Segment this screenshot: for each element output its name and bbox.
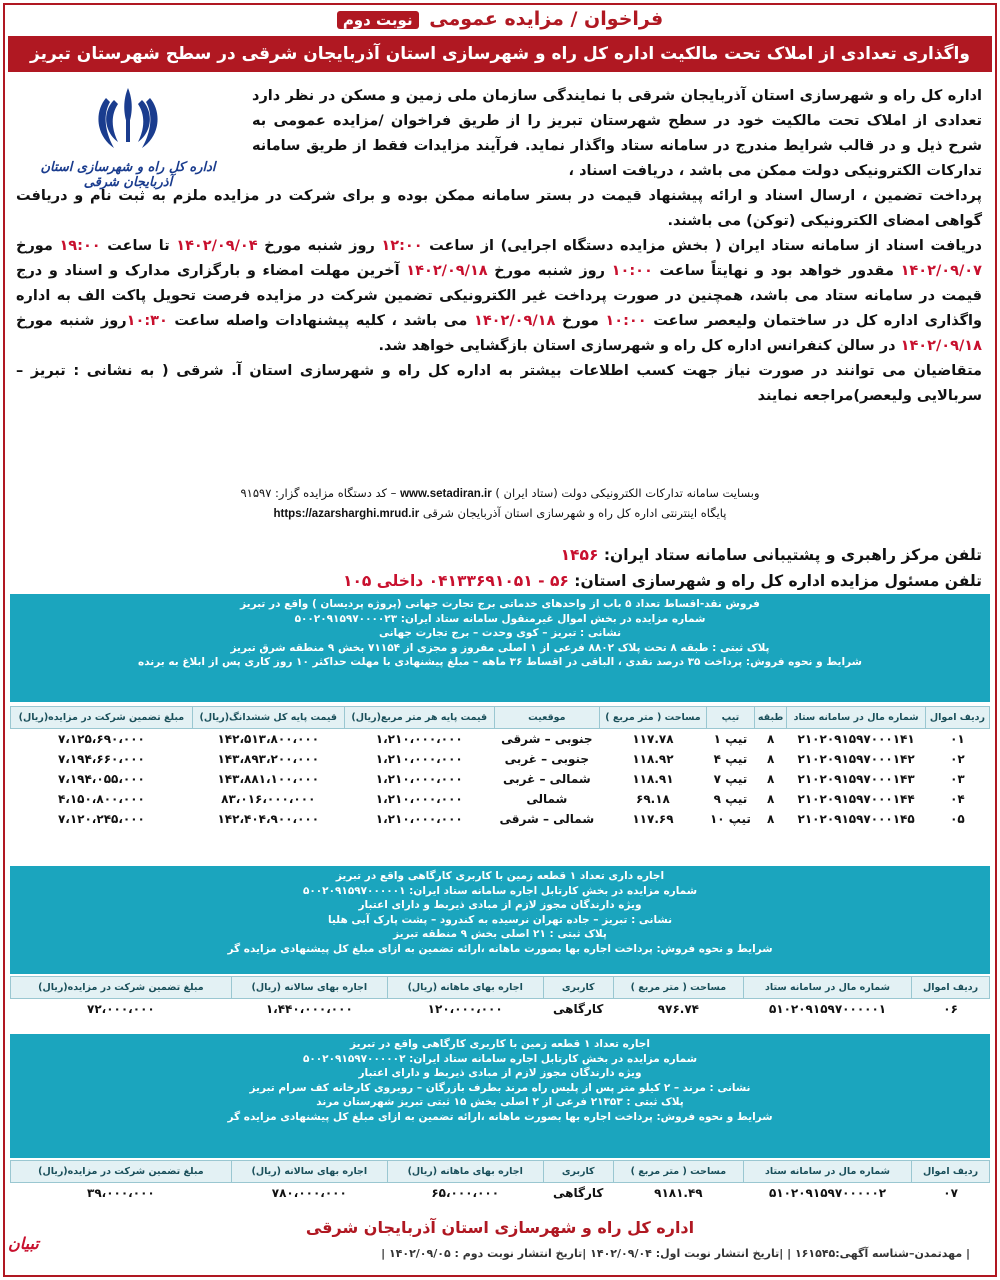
table-cell: ۱۱۷.۶۹ [632,811,674,826]
table-cell: ۸ [766,811,775,826]
table-cell: تیپ ۷ [713,771,748,786]
column-header: شماره مال در سامانه ستاد [743,1161,911,1183]
block-line: نشانی : تبریز – کوی وحدت – برج تجارت جهانی [378,627,622,639]
block-line: شماره مزایده در بخش کارتابل اجاره سامانه ستاد ایران: ۵۰۰۲۰۹۱۵۹۷۰۰۰۰۰۱ [302,884,698,897]
table-cell: شمالی – غربی [503,771,591,786]
paragraph-contact: متقاضیان می توانند در صورت نیاز جهت کسب اطلاعات بیشتر به اداره کل راه و شهرسازی استان آ. شرقی ( به نشانی : تبریز – سربالایی ولیعصر)مراجعه نمایند [16,363,982,404]
table-cell: ۱۱۸.۹۲ [632,751,674,766]
table-cell: ۱۴۳،۸۸۱،۱۰۰،۰۰۰ [217,771,320,786]
subtitle-band [8,36,992,72]
table-cell: ۸ [766,731,775,746]
table-cell: ۱۲۰،۰۰۰،۰۰۰ [427,1001,503,1016]
table-cell: ۷،۱۲۰،۲۴۵،۰۰۰ [57,811,145,826]
block-line: پلاک ثبتی : ۲۱ اصلی بخش ۹ منطقه تبریز [393,928,607,940]
block-line: ویژه دارندگان مجوز لازم از مبادی ذیربط و دارای اعتبار [358,1067,642,1079]
table-header-row [11,977,990,999]
table-cell: ۸ [766,751,775,766]
block-line: پلاک ثبتی : طبقه ۸ تحت پلاک ۸۸۰۲ فرعی از ۱ اصلی مفروز و مجزی از ۷۱۱۵۴ بخش ۹ منطقه شرق تبریز [230,641,770,654]
column-header: اجاره بهای سالانه (ریال) [231,1161,387,1183]
table-cell: ۱،۲۱۰،۰۰۰،۰۰۰ [375,751,463,766]
block-line: نشانی : تبریز – جاده تهران نرسیده به کندرود – پشت پارک آبی هلیا [327,913,673,926]
block-line: شرایط و نحوه فروش: پرداخت ۳۵ درصد نقدی ، الباقی در اقساط ۳۶ ماهه – مبلغ پیشنهادی با مهلت حداکثر ۱۰ روز کاری پس از ابلاغ به برنده [138,656,862,668]
iran-emblem-icon [92,82,164,154]
table-cell: ۴،۱۵۰،۸۰۰،۰۰۰ [57,791,145,806]
table-header-row [11,707,990,729]
column-header: اجاره بهای ماهانه (ریال) [387,977,543,999]
table-cell: تیپ ۱۰ [709,811,751,826]
table-cell: ۰۴ [950,791,965,806]
table-cell: ۸ [766,791,775,806]
table-cell: ۹۱۸۱.۴۹ [654,1185,703,1200]
table-cell: ۸۳،۰۱۶،۰۰۰،۰۰۰ [221,791,316,806]
column-header: موقعیت [494,707,599,729]
lease-1-table [10,976,990,1019]
block-line: فروش نقد-اقساط تعداد ۵ باب از واحدهای خدماتی برج تجارت جهانی (پروژه پردیسان ) واقع در تبریز [240,598,760,610]
footer-organization: اداره کل راه و شهرسازی استان آذربایجان شرقی [305,1218,695,1237]
table-row [11,769,990,789]
publisher-logo: تبیان [8,1234,39,1253]
column-header: کاربری [543,977,613,999]
table-cell: ۰۱ [950,731,965,746]
table-row [11,999,990,1019]
table-cell: ۷،۱۹۴،۶۶۰،۰۰۰ [57,751,145,766]
block-line: شماره مزایده در بخش کارتابل اجاره سامانه ستاد ایران: ۵۰۰۲۰۹۱۵۹۷۰۰۰۰۰۲ [302,1052,698,1065]
block-line: ویژه دارندگان مجوز لازم از مبادی ذیربط و دارای اعتبار [358,899,642,911]
body-paragraphs [16,184,982,409]
table-cell: ۵۱۰۲۰۹۱۵۹۷۰۰۰۰۰۱ [768,1001,887,1016]
table-row [11,729,990,749]
announcement-title [0,8,1000,30]
table-cell: تیپ ۱ [713,731,748,746]
footer-publication-info: | مهدتمدن–شناسه آگهی:۱۶۱۵۴۵ | |تاریخ انتشار نوبت اول: ۱۴۰۲/۰۹/۰۴ |تاریخ انتشار نوبت دوم : ۱۴۰۲/۰۹/۰۵ | [381,1247,970,1260]
column-header: مساحت ( متر مربع ) [613,1161,743,1183]
column-header: تیپ [706,707,754,729]
round-badge: نوبت دوم [337,11,419,29]
lease-2-table [10,1160,990,1203]
table-cell: ۱۴۳،۸۹۳،۲۰۰،۰۰۰ [217,751,320,766]
sale-units-table [10,706,990,829]
paragraph-schedule: دریافت اسناد از سامانه ستاد ایران ( بخش مزایده دستگاه اجرایی) از ساعت ۱۲:۰۰ روز شنبه مورخ ۱۴۰۲/۰۹/۰۴ تا ساعت ۱۹:۰۰ مورخ ۱۴۰۲/۰۹/۰۷ مقدور خواهد بود و نهایتاً ساعت ۱۰:۰۰ روز شنبه مورخ ۱۴۰۲/۰۹/۱۸ آخرین مهلت امضاء و بارگزاری مدارک و اسناد و درج قیمت در سامانه ستاد می باشد، همچنین در صورت پرداخت غیر الکترونیکی تضمین شرکت در مزایده فرصت تحویل پاکت الف به اداره واگذاری اداره کل در ساختمان ولیعصر ساعت ۱۰:۰۰ مورخ ۱۴۰۲/۰۹/۱۸ می باشد ، کلیه پیشنهادات واصله ساعت ۱۰:۳۰روز شنبه مورخ ۱۴۰۲/۰۹/۱۸ در سالن کنفرانس اداره کل راه و شهرسازی استان بازگشایی خواهد شد. [16,238,983,354]
block-line: شرایط و نحوه فروش: پرداخت اجاره بها بصورت ماهانه ،ارائه تضمین به ازای مبلغ کل پیشنهادی مزایده گر [227,1110,773,1123]
column-header: طبقه [754,707,786,729]
subtitle-text: واگذاری تعدادی از املاک تحت مالکیت اداره کل راه و شهرسازی استان آذربایجان شرقی در سطح شهرستان تبریز [30,44,970,64]
table-cell: ۲۱۰۲۰۹۱۵۹۷۰۰۰۱۴۲ [797,751,915,766]
block-line: اجاره تعداد ۱ قطعه زمین با کاربری کارگاهی واقع در تبریز [350,1038,650,1050]
table-cell: شمالی – شرقی [499,811,595,826]
lease-1-details-block [10,866,990,974]
table-row [11,789,990,809]
table-cell: ۷،۱۹۴،۰۵۵،۰۰۰ [57,771,145,786]
table-cell: ۷۲،۰۰۰،۰۰۰ [87,1001,155,1016]
table-cell: کارگاهی [553,1185,604,1200]
block-line: شرایط و نحوه فروش: پرداخت اجاره بها بصورت ماهانه ،ارائه تضمین به ازای مبلغ کل پیشنهادی مزایده گر [227,942,773,955]
table-cell: ۲۱۰۲۰۹۱۵۹۷۰۰۰۱۴۵ [797,811,915,826]
table-cell: ۱۴۲،۴۰۴،۹۰۰،۰۰۰ [217,811,320,826]
table-cell: ۷۸۰،۰۰۰،۰۰۰ [271,1185,347,1200]
table-cell: ۱،۲۱۰،۰۰۰،۰۰۰ [375,731,463,746]
column-header: قیمت پایه هر متر مربع(ریال) [344,707,494,729]
auction-officer-phone: تلفن مسئول مزایده اداره کل راه و شهرسازی استان: ۵۶ - ۰۴۱۳۳۶۹۱۰۵۱ داخلی ۱۰۵ [343,572,982,590]
column-header: ردیف اموال [912,1161,990,1183]
block-line: اجاره داری تعداد ۱ قطعه زمین با کاربری کارگاهی واقع در تبریز [335,870,665,882]
table-cell: تیپ ۴ [713,751,748,766]
column-header: مبلغ تضمین شرکت در مزایده(ریال) [11,1161,232,1183]
table-cell: ۰۵ [950,811,965,826]
paragraph-documents: پرداخت تضمین ، ارسال اسناد و ارائه پیشنهاد قیمت در بستر سامانه ممکن بوده و برای شرکت در مزایده ملزم به ثبت نام و دریافت گواهی امضای الکترونیکی (توکن) می باشند. [16,188,982,229]
column-header: کاربری [543,1161,613,1183]
table-cell: ۲۱۰۲۰۹۱۵۹۷۰۰۰۱۴۴ [797,791,915,806]
table-cell: ۶۹.۱۸ [636,791,670,806]
table-cell: ۱،۴۴۰،۰۰۰،۰۰۰ [265,1001,353,1016]
sale-details-block [10,594,990,702]
block-line: نشانی : مرند – ۲ کیلو متر پس از پلیس راه مرند بطرف بازرگان – روبروی کارخانه کف سرام تبریز [249,1081,751,1094]
column-header: شماره مال در سامانه ستاد [743,977,911,999]
table-cell: ۶۵،۰۰۰،۰۰۰ [431,1185,500,1200]
table-cell: ۲۱۰۲۰۹۱۵۹۷۰۰۰۱۴۳ [797,771,915,786]
block-line: شماره مزایده در بخش اموال غیرمنقول سامانه ستاد ایران: ۵۰۰۲۰۹۱۵۹۷۰۰۰۰۲۳ [294,612,706,625]
column-header: مساحت ( متر مربع ) [599,707,706,729]
table-cell: ۰۷ [943,1185,958,1200]
table-row [11,1183,990,1203]
table-cell: ۹۷۶.۷۴ [657,1001,699,1016]
support-phone: تلفن مرکز راهبری و پشتیبانی سامانه ستاد ایران: ۱۴۵۶ [560,546,982,564]
column-header: مبلغ تضمین شرکت در مزایده(ریال) [11,977,232,999]
column-header: قیمت پایه کل ششدانگ(ریال) [192,707,344,729]
phone-info [343,542,982,594]
table-cell: ۰۳ [950,771,965,786]
table-cell: ۰۲ [950,751,965,766]
table-cell: تیپ ۹ [713,791,748,806]
column-header: اجاره بهای سالانه (ریال) [231,977,387,999]
column-header: ردیف اموال [912,977,990,999]
table-cell: شمالی [526,791,568,806]
column-header: ردیف اموال [925,707,989,729]
column-header: اجاره بهای ماهانه (ریال) [387,1161,543,1183]
table-cell: ۳۹،۰۰۰،۰۰۰ [87,1185,155,1200]
table-cell: ۱،۲۱۰،۰۰۰،۰۰۰ [375,811,463,826]
table-cell: ۵۱۰۲۰۹۱۵۹۷۰۰۰۰۰۲ [768,1185,887,1200]
setad-link[interactable]: www.setadiran.ir [400,488,492,500]
table-cell: ۲۱۰۲۰۹۱۵۹۷۰۰۰۱۴۱ [797,731,915,746]
table-cell: ۱۱۸.۹۱ [632,771,674,786]
website-info [0,484,1000,524]
column-header: شماره مال در سامانه ستاد [787,707,926,729]
block-line: پلاک ثبتی : ۲۱۳۵۳ فرعی از ۲ اصلی بخش ۱۵ ثبتی تبریز شهرستان مرند [316,1096,684,1108]
table-cell: ۱۴۲،۵۱۳،۸۰۰،۰۰۰ [217,731,320,746]
setad-website-line: وبسایت سامانه تدارکات الکترونیکی دولت (ستاد ایران ) www.setadiran.ir – کد دستگاه مزایده گزار: ۹۱۵۹۷ [240,486,760,500]
table-cell: ۱۱۷.۷۸ [632,731,674,746]
table-cell: ۷،۱۲۵،۶۹۰،۰۰۰ [57,731,145,746]
table-cell: جنوبی – شرقی [501,731,593,746]
office-website-line: پایگاه اینترنتی اداره کل راه و شهرسازی استان آذربایجان شرقی https://azarsharghi.mrud.ir [273,506,727,520]
table-cell: ۱،۲۱۰،۰۰۰،۰۰۰ [375,771,463,786]
table-cell: جنوبی – غربی [504,751,590,766]
intro-paragraph: اداره کل راه و شهرسازی استان آذربایجان شرقی با نمایندگی سازمان ملی زمین و مسکن در نظر دارد تعدادی از املاک تحت مالکیت خود در سطح شهرستان تبریز را از طریق فراخوان /مزایده عمومی به شرح ذیل و در قالب شرایط مندرج در سامانه ستاد واگذار نماید. فرآیند مزایدات فقط از طریق سامانه تدارکات الکترونیکی دولت ممکن می باشد ، دریافت اسناد ، [252,88,982,179]
table-row [11,749,990,769]
lease-2-details-block [10,1034,990,1158]
column-header: مساحت ( متر مربع ) [613,977,743,999]
table-cell: ۰۶ [943,1001,958,1016]
office-link[interactable]: https://azarsharghi.mrud.ir [273,508,420,520]
table-cell: ۸ [766,771,775,786]
column-header: مبلغ تضمین شرکت در مزایده(ریال) [11,707,193,729]
table-header-row [11,1161,990,1183]
table-row [11,809,990,829]
table-cell: کارگاهی [553,1001,604,1016]
logo-caption: اداره کل راه و شهرسازی استان آذربایجان شرقی [40,160,216,190]
table-cell: ۱،۲۱۰،۰۰۰،۰۰۰ [375,791,463,806]
title-text: فراخوان / مزایده عمومی [429,8,664,30]
